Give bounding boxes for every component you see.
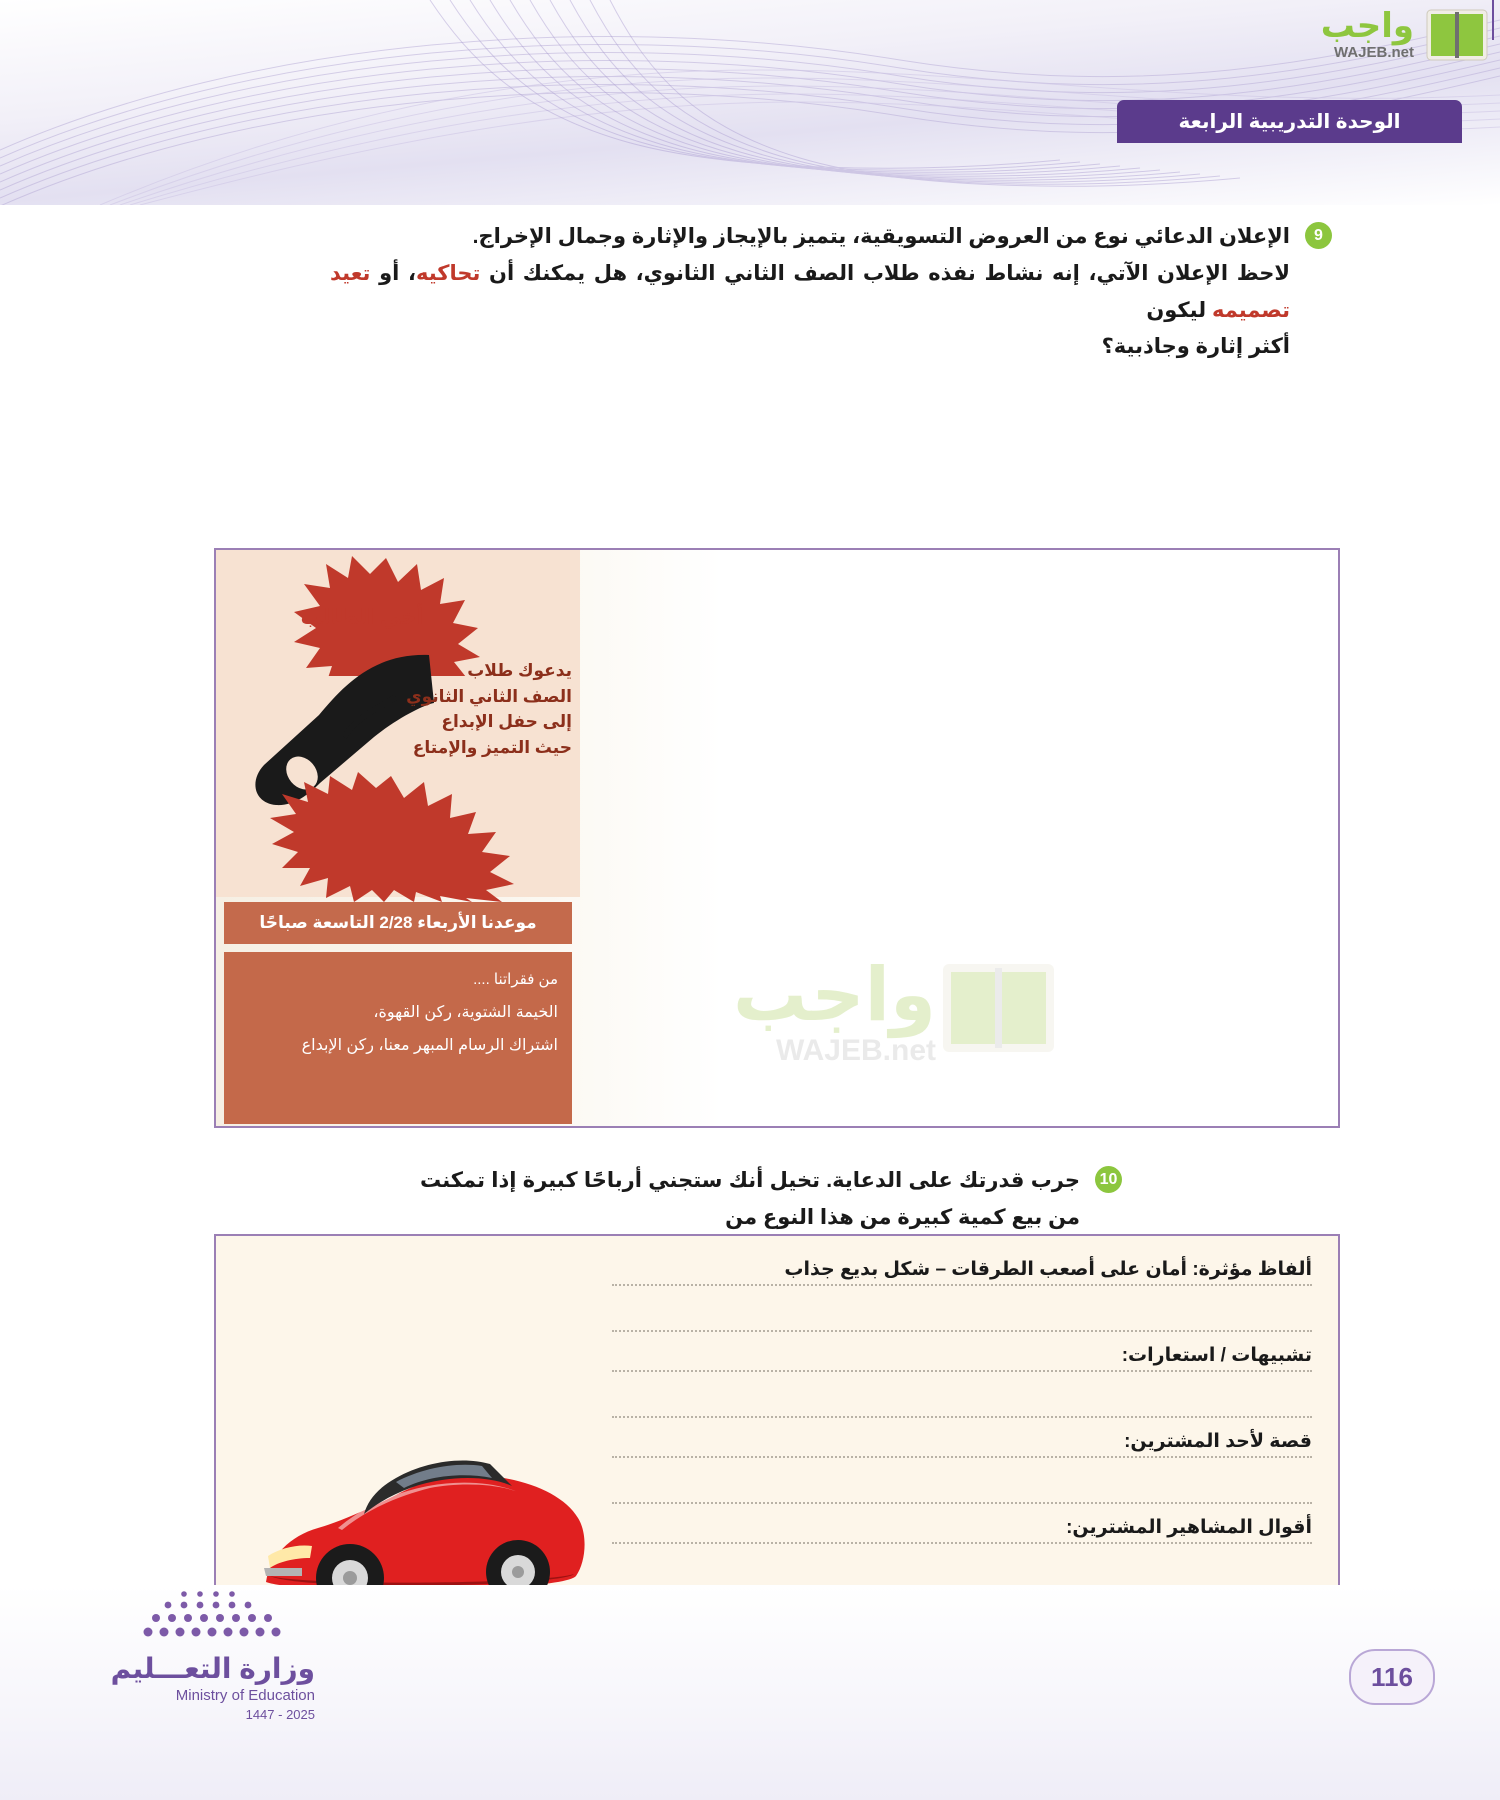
worksheet-dotted-line <box>612 1502 1312 1504</box>
question-9-text <box>330 219 1290 366</box>
poster-line-2: الصف الثاني الثانوي <box>406 686 572 706</box>
poster-image <box>216 550 580 1130</box>
ministry-logo <box>85 1586 315 1722</box>
page-number-badge <box>1349 1649 1435 1705</box>
poster-line-4: حيث التميز والإمتاع <box>412 737 572 757</box>
poster-top-label: أخي الطالب <box>300 606 424 629</box>
question-9-number: 9 <box>1305 222 1332 249</box>
question-9-line-2 <box>330 256 1290 330</box>
q9-l2-red1: تحاكيه <box>415 261 481 285</box>
worksheet-dotted-line <box>612 1330 1312 1332</box>
corner-rule <box>1492 0 1494 40</box>
worksheet-row <box>612 1344 1312 1430</box>
logo-wordmark: واجب <box>1320 6 1414 46</box>
worksheet-row-label: تشبيهات / استعارات: <box>1116 1344 1312 1367</box>
worksheet-dotted-line <box>612 1416 1312 1418</box>
worksheet-row <box>612 1258 1312 1344</box>
worksheet-dotted-line <box>612 1542 1312 1544</box>
top-decorative-band <box>0 0 1500 205</box>
ministry-dots-icon <box>140 1586 315 1641</box>
poster-date-bar: موعدنا الأربعاء 2/28 التاسعة صباحًا <box>224 902 572 944</box>
poster-item-1: الخيمة الشتوية، ركن القهوة، <box>373 1003 558 1021</box>
watermark-domain: WAJEB.net <box>775 1034 936 1067</box>
advertisement-figure <box>214 548 1340 1128</box>
page-content <box>0 205 1500 1538</box>
question-10-line-1: جرب قدرتك على الدعاية. تخيل أنك ستجني أرباحًا كبيرة إذا تمكنت من بيع كمية كبيرة من هذا النوع من <box>420 1169 1080 1229</box>
poster-line-3: إلى حفل الإبداع <box>441 712 572 731</box>
poster-items-box <box>224 952 572 1124</box>
poster-message-lines <box>386 658 572 760</box>
site-logo <box>1302 4 1492 66</box>
starburst-bottom-icon <box>226 772 556 902</box>
poster-items-header: من فقراتنا .... <box>473 971 558 988</box>
q9-l2-c: ليكون <box>1146 298 1212 322</box>
ministry-name-ar: وزارة التعـــليم <box>110 1653 315 1684</box>
q9-l2-b: ، أو <box>370 261 416 285</box>
page-number: 116 <box>1371 1661 1413 1692</box>
question-9-line-3: أكثر إثارة وجاذبية؟ <box>1101 335 1290 359</box>
figure-blank-area <box>718 550 1338 1126</box>
question-9 <box>330 219 1323 366</box>
worksheet-row <box>612 1430 1312 1516</box>
worksheet-row-label: أقوال المشاهير المشترين: <box>1060 1516 1312 1539</box>
q9-l2-red2: تعيد تصميمه <box>330 261 1290 322</box>
poster-item-2: اشتراك الرسام المبهر معنا، ركن الإبداع <box>301 1037 558 1055</box>
poster-line-1: يدعوك طلاب <box>467 661 572 680</box>
question-9-line-1: الإعلان الدعائي نوع من العروض التسويقية، يتميز بالإيجاز والإثارة وجمال الإخراج. <box>472 225 1290 248</box>
book-icon <box>1426 8 1488 62</box>
logo-domain: WAJEB.net <box>1333 44 1414 61</box>
q9-l2-a: لاحظ الإعلان الآتي، إنه نشاط نفذه طلاب الصف الثاني الثانوي، هل يمكنك أن <box>480 261 1290 285</box>
worksheet-dotted-line <box>612 1456 1312 1458</box>
worksheet-dotted-line <box>612 1284 1312 1286</box>
question-10-number: 10 <box>1095 1166 1122 1193</box>
worksheet-dotted-line <box>612 1370 1312 1372</box>
unit-title-tab <box>1117 100 1462 143</box>
ministry-year: 2025 - 1447 <box>245 1707 315 1722</box>
worksheet-row-label: قصة لأحد المشترين: <box>1118 1430 1312 1453</box>
footer-decorative-band <box>0 1585 1500 1800</box>
watermark-wordmark: واجب <box>732 952 936 1038</box>
ministry-name-en: Ministry of Education <box>175 1687 315 1704</box>
unit-title-label: الوحدة التدريبية الرابعة <box>1178 111 1401 133</box>
worksheet-row-label: ألفاظ مؤثرة: أمان على أصعب الطرقات – شكل بديع جذاب <box>778 1258 1312 1281</box>
